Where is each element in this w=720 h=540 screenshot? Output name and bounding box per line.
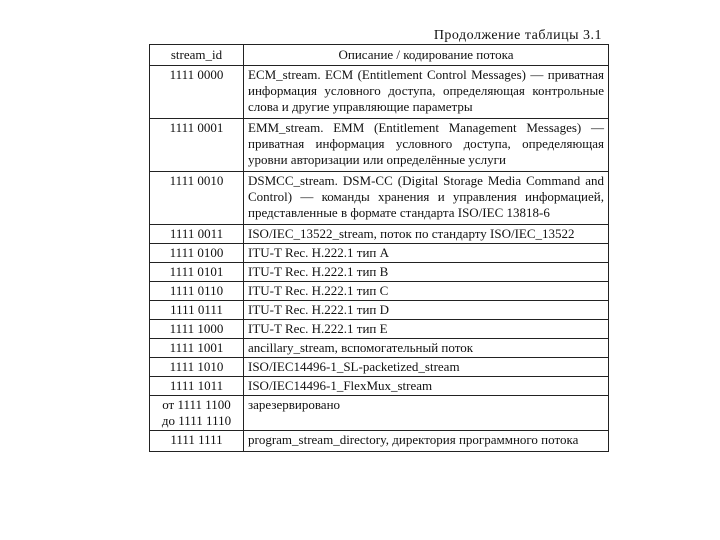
header-description: Описание / кодирование потока xyxy=(244,45,609,66)
table-header-row xyxy=(150,45,609,66)
table-row xyxy=(150,358,609,377)
row-description: program_stream_directory, директория программного потока xyxy=(244,431,609,452)
row-stream-id: 1111 0100 xyxy=(150,244,244,263)
row-stream-id: 1111 1010 xyxy=(150,358,244,377)
row-stream-id: 1111 0110 xyxy=(150,282,244,301)
row-stream-id: 1111 0011 xyxy=(150,225,244,244)
table-caption: Продолжение таблицы 3.1 xyxy=(433,28,602,43)
table-row xyxy=(150,244,609,263)
table-row xyxy=(150,301,609,320)
table-row xyxy=(150,225,609,244)
table-row xyxy=(150,66,609,119)
table-row xyxy=(150,263,609,282)
row-stream-id: 1111 0010 xyxy=(150,172,244,225)
row-description: EMM_stream. EMM (Entitlement Management Messages) — приватная информация условного доступа, определяющая уровни авторизации или определённые услуги xyxy=(244,119,609,172)
row-description: ISO/IEC14496-1_SL-packetized_stream xyxy=(244,358,609,377)
row-description: ITU-T Rec. H.222.1 тип D xyxy=(244,301,609,320)
row-stream-id: 1111 1011 xyxy=(150,377,244,396)
row-description: ISO/IEC14496-1_FlexMux_stream xyxy=(244,377,609,396)
table-row xyxy=(150,119,609,172)
row-stream-id: 1111 1000 xyxy=(150,320,244,339)
table-row xyxy=(150,396,609,431)
row-stream-id: 1111 0000 xyxy=(150,66,244,119)
row-description: ECM_stream. ECM (Entitlement Control Messages) — приватная информация условного доступа, определяющая контрольные слова и другие управляющие параметры xyxy=(244,66,609,119)
stream-id-table xyxy=(149,44,609,452)
range-from: от 1111 1100 xyxy=(162,397,231,412)
table-row xyxy=(150,431,609,452)
row-stream-id: 1111 1001 xyxy=(150,339,244,358)
row-stream-id-range xyxy=(150,396,244,431)
row-stream-id: 1111 0001 xyxy=(150,119,244,172)
table-row xyxy=(150,282,609,301)
table-row xyxy=(150,172,609,225)
table-row xyxy=(150,377,609,396)
row-stream-id: 1111 1111 xyxy=(150,431,244,452)
table-row xyxy=(150,339,609,358)
row-description: ITU-T Rec. H.222.1 тип B xyxy=(244,263,609,282)
row-description: ITU-T Rec. H.222.1 тип A xyxy=(244,244,609,263)
row-description: зарезервировано xyxy=(244,396,609,431)
header-stream-id: stream_id xyxy=(150,45,244,66)
row-description: ITU-T Rec. H.222.1 тип C xyxy=(244,282,609,301)
row-description: ancillary_stream, вспомогательный поток xyxy=(244,339,609,358)
row-stream-id: 1111 0101 xyxy=(150,263,244,282)
range-to: до 1111 1110 xyxy=(161,413,232,428)
row-description: DSMCC_stream. DSM-CC (Digital Storage Media Command and Control) — команды хранения и управления информацией, представленные в формате стандарта ISO/IEC 13818-6 xyxy=(244,172,609,225)
row-stream-id: 1111 0111 xyxy=(150,301,244,320)
table-row xyxy=(150,320,609,339)
row-description: ISO/IEC_13522_stream, поток по стандарту ISO/IEC_13522 xyxy=(244,225,609,244)
row-description: ITU-T Rec. H.222.1 тип E xyxy=(244,320,609,339)
